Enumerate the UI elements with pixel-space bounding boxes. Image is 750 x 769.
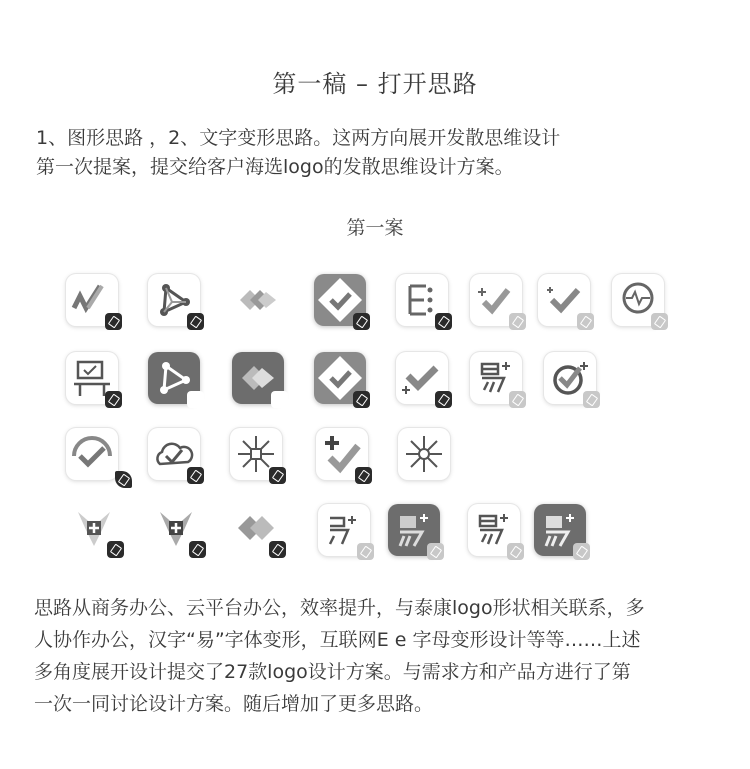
check-plus-icon	[316, 428, 368, 480]
diamond-check-icon	[314, 274, 366, 326]
pen-badge-icon	[577, 313, 594, 330]
pen-badge-icon	[509, 391, 526, 408]
summary-line-3: 多角度展开设计提交了27款logo设计方案。与需求方和产品方进行了第	[34, 661, 631, 683]
cloud-check-icon	[148, 428, 200, 480]
triangle-network-icon	[148, 352, 200, 404]
pen-badge-icon	[355, 467, 372, 484]
ribbon-cross-icon	[150, 502, 202, 554]
circle-pulse-icon	[612, 274, 664, 326]
pen-badge-icon	[651, 313, 668, 330]
pen-badge-icon	[271, 391, 288, 408]
circle-check-plus-icon	[544, 352, 596, 404]
check-plus-icon	[470, 274, 522, 326]
snowflake-icon	[398, 428, 450, 480]
intro-line-1: 1、图形思路 ，2、文字变形思路。这两方向展开发散思维设计	[36, 127, 561, 149]
check-icon	[538, 274, 590, 326]
diamond-stack-icon	[232, 274, 284, 326]
pen-badge-icon	[105, 391, 122, 408]
pen-badge-icon	[353, 313, 370, 330]
pen-badge-icon	[269, 467, 286, 484]
pen-badge-icon	[507, 543, 524, 560]
check-slash-icon	[66, 274, 118, 326]
page-title: 第一稿 – 打开思路	[272, 70, 478, 98]
intro-line-2: 第一次提案，提交给客户海选logo的发散思维设计方案。	[36, 156, 514, 178]
letter-e-dots-icon	[396, 274, 448, 326]
pen-badge-icon	[435, 313, 452, 330]
pen-badge-icon	[583, 391, 600, 408]
snowflake-network-icon	[230, 428, 282, 480]
pen-badge-icon	[187, 391, 204, 408]
yi-char-icon	[468, 504, 520, 556]
pen-badge-icon	[573, 543, 590, 560]
summary-paragraph	[34, 592, 724, 720]
pen-badge-icon	[427, 543, 444, 560]
diamond-check-icon	[314, 352, 366, 404]
triangle-network-icon	[148, 274, 200, 326]
yi-char-icon	[470, 352, 522, 404]
ribbon-cross-icon	[68, 502, 120, 554]
pen-badge-icon	[105, 313, 122, 330]
e-plus-char-icon	[318, 504, 370, 556]
pen-badge-icon	[509, 313, 526, 330]
intro-paragraph	[36, 124, 726, 182]
diamond-layers-icon	[232, 352, 284, 404]
summary-line-4: 一次一同讨论设计方案。随后增加了更多思路。	[34, 693, 434, 715]
gauge-check-icon	[66, 428, 118, 480]
e-plus-char-icon	[388, 504, 440, 556]
pen-badge-icon	[353, 391, 370, 408]
section-subtitle: 第一案	[346, 217, 404, 239]
pen-badge-icon	[435, 391, 452, 408]
pen-badge-icon	[269, 541, 286, 558]
pen-badge-icon	[189, 541, 206, 558]
pen-badge-icon	[357, 543, 374, 560]
e-plus-char-icon	[534, 504, 586, 556]
pen-badge-icon	[187, 313, 204, 330]
pen-badge-icon	[107, 541, 124, 558]
summary-line-1: 思路从商务办公、云平台办公，效率提升，与泰康logo形状相关联系，多	[34, 597, 645, 619]
check-plus-icon	[396, 352, 448, 404]
summary-line-2: 人协作办公，汉字“易”字体变形，互联网E e 字母变形设计等等……上述	[34, 629, 641, 651]
diamond-stack-icon	[230, 502, 282, 554]
pen-badge-icon	[187, 467, 204, 484]
leaf-badge-icon	[115, 471, 132, 488]
desk-monitor-icon	[66, 352, 118, 404]
